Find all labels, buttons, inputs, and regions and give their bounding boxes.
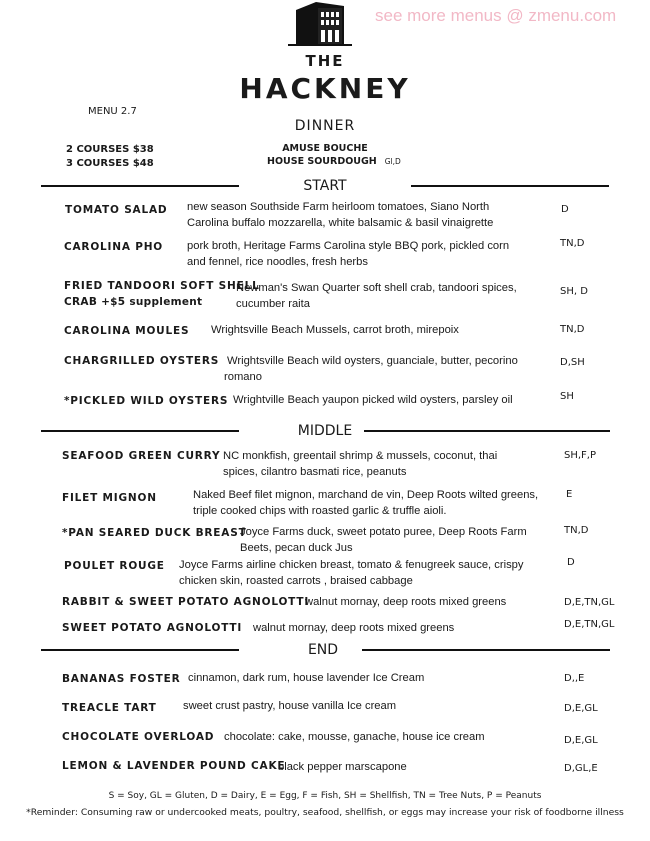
item-allergens: SH,F,P <box>564 450 597 461</box>
brand-the: THE <box>305 52 345 70</box>
item-allergens: TN,D <box>564 525 589 536</box>
item-desc: cinnamon, dark rum, house lavender Ice Cream <box>188 672 425 684</box>
item-allergens: TN,D <box>560 324 585 335</box>
item-allergens: D,,E <box>564 673 585 684</box>
divider <box>41 649 239 651</box>
item-allergens: D,E,TN,GL <box>564 619 615 630</box>
section-title-middle: MIDDLE <box>297 423 353 439</box>
watermark[interactable]: see more menus @ zmenu.com <box>375 6 617 25</box>
item-allergens: D,E,GL <box>564 735 598 746</box>
item-desc: Wrightsville Beach wild oysters, guanciale, butter, pecorino romano <box>224 355 518 383</box>
divider <box>364 430 610 432</box>
item-name: RABBIT & SWEET POTATO AGNOLOTTI <box>62 596 310 608</box>
item-allergens: D,E,GL <box>564 703 598 714</box>
item-allergens: D,GL,E <box>564 763 598 774</box>
price-2-courses: 2 COURSES $38 <box>66 144 154 155</box>
divider <box>411 185 609 187</box>
sourdough-label: HOUSE SOURDOUGH <box>267 156 377 167</box>
item-name: *PAN SEARED DUCK BREAST <box>62 527 247 539</box>
item-name: LEMON & LAVENDER POUND CAKE <box>62 760 286 772</box>
item-name: FRIED TANDOORI SOFT SHELL <box>64 280 260 292</box>
item-name: POULET ROUGE <box>64 560 165 572</box>
item-allergens: E <box>566 489 573 500</box>
item-allergens: TN,D <box>560 238 585 249</box>
item-name-supplement: CRAB +$5 supplement <box>64 296 203 308</box>
item-desc: walnut mornay, deep roots mixed greens <box>253 622 455 634</box>
allergen-legend: S = Soy, GL = Gluten, D = Dairy, E = Egg, F = Fish, SH = Shellfish, TN = Tree Nuts, P = Peanuts <box>108 791 542 801</box>
item-desc: new season Southside Farm heirloom tomatoes, Siano North Carolina buffalo mozzarella, white balsamic & basil vinaigrette <box>187 201 494 229</box>
item-name: CHOCOLATE OVERLOAD <box>62 731 215 743</box>
item-desc: Wrightsville Beach Mussels, carrot broth, mirepoix <box>211 324 459 336</box>
item-name: CAROLINA PHO <box>64 241 164 253</box>
item-name: *PICKLED WILD OYSTERS <box>64 395 229 407</box>
item-desc: Joyce Farms airline chicken breast, tomato & fenugreek sauce, crispy chicken skin, roasted carrots , braised cabbage <box>179 559 524 587</box>
price-3-courses: 3 COURSES $48 <box>66 158 154 169</box>
item-allergens: D <box>567 557 575 568</box>
item-desc: pork broth, Heritage Farms Carolina style BBQ pork, pickled corn and fennel, rice noodles, fresh herbs <box>187 240 510 268</box>
meal-title: DINNER <box>294 118 356 134</box>
house-sourdough <box>267 156 401 167</box>
item-desc: Wrightville Beach yaupon picked wild oysters, parsley oil <box>233 394 513 406</box>
item-name: SWEET POTATO AGNOLOTTI <box>62 622 243 634</box>
building-icon <box>286 0 354 48</box>
item-desc: Newman's Swan Quarter soft shell crab, tandoori spices, cucumber raita <box>236 282 517 310</box>
divider <box>41 185 239 187</box>
item-desc: sweet crust pastry, house vanilla Ice cream <box>183 700 397 712</box>
item-allergens: SH, D <box>560 286 588 297</box>
item-desc: walnut mornay, deep roots mixed greens <box>305 596 507 608</box>
menu-version: MENU 2.7 <box>88 106 137 117</box>
item-desc: black pepper marscapone <box>278 761 407 773</box>
item-desc: chocolate: cake, mousse, ganache, house ice cream <box>224 731 485 743</box>
item-allergens: D <box>561 204 569 215</box>
item-allergens: SH <box>560 391 574 402</box>
health-reminder: *Reminder: Consuming raw or undercooked meats, poultry, seafood, shellfish, or eggs may increase your risk of foodborne illness <box>26 807 624 818</box>
item-name: TOMATO SALAD <box>65 204 168 216</box>
item-desc: NC monkfish, greentail shrimp & mussels, coconut, thai spices, cilantro basmati rice, peanuts <box>223 450 498 478</box>
item-allergens: D,SH <box>560 357 585 368</box>
item-name: SEAFOOD GREEN CURRY <box>62 450 221 462</box>
amuse-bouche: AMUSE BOUCHE <box>282 143 368 154</box>
item-name: BANANAS FOSTER <box>62 673 181 685</box>
item-name: CAROLINA MOULES <box>64 325 190 337</box>
sourdough-allergens: Gl,D <box>384 157 401 166</box>
item-name: TREACLE TART <box>62 702 157 714</box>
divider <box>41 430 239 432</box>
brand-name: HACKNEY <box>239 72 411 105</box>
section-title-start: START <box>303 178 347 194</box>
divider <box>362 649 610 651</box>
item-desc: Joyce Farms duck, sweet potato puree, Deep Roots Farm Beets, pecan duck Jus <box>240 526 527 554</box>
item-name: CHARGRILLED OYSTERS <box>64 355 220 367</box>
section-title-end: END <box>307 642 339 658</box>
item-desc: Naked Beef filet mignon, marchand de vin, Deep Roots wilted greens, triple cooked chips with roasted garlic & truffle aioli. <box>193 489 539 517</box>
item-allergens: D,E,TN,GL <box>564 597 615 608</box>
item-name: FILET MIGNON <box>62 492 157 504</box>
